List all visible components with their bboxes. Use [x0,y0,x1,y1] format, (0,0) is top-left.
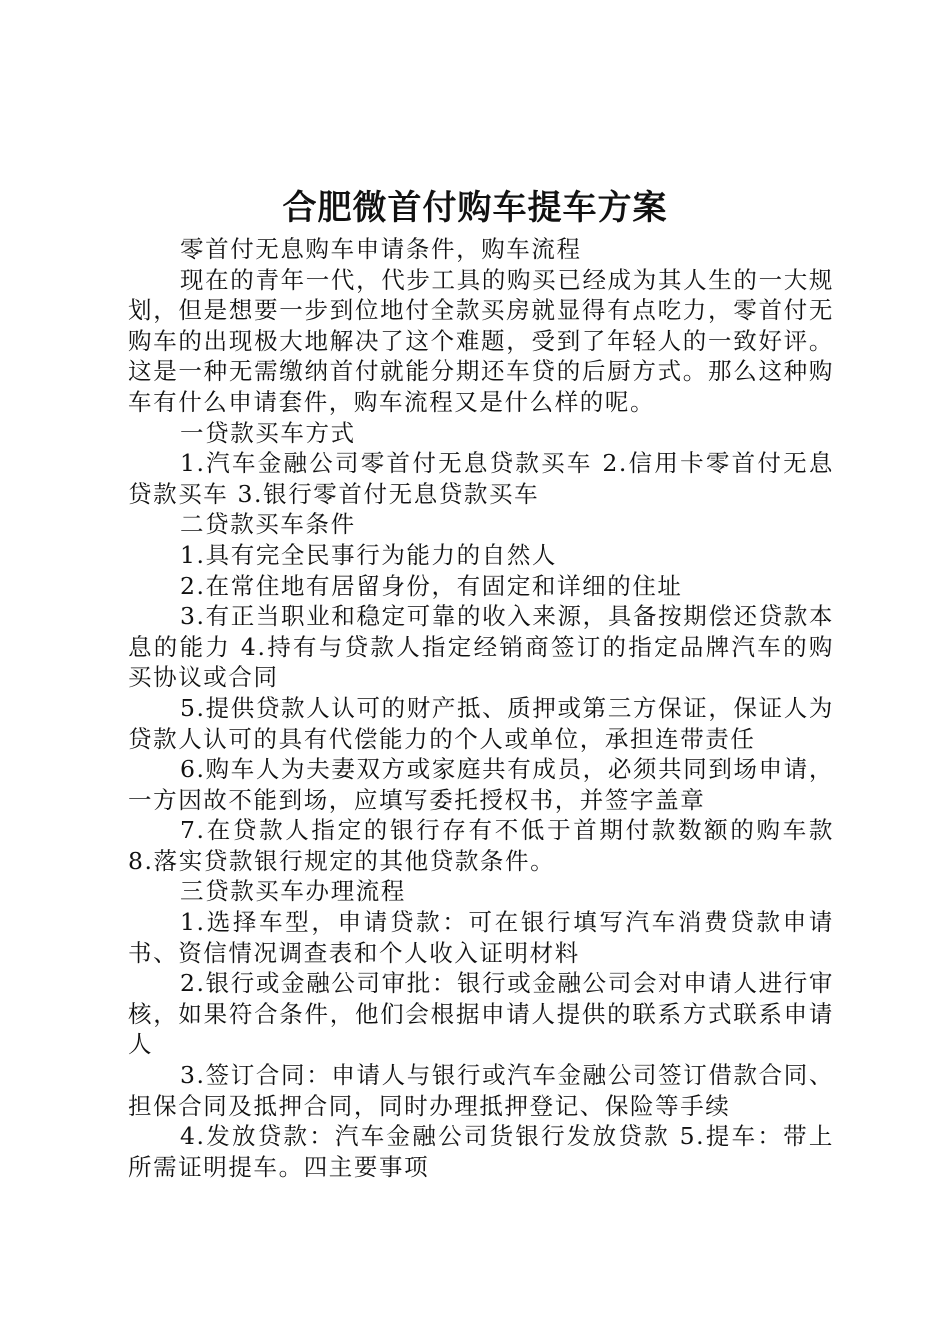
condition-item-3-4: 3.有正当职业和稳定可靠的收入来源，具备按期偿还贷款本息的能力 4.持有与贷款人指定经销商签订的指定品牌汽车的购买协议或合同 [128,602,834,692]
process-step-2: 2.银行或金融公司审批：银行或金融公司会对申请人进行审核，如果符合条件，他们会根据申请人提供的联系方式联系申请人 [128,969,834,1059]
condition-item-6: 6.购车人为夫妻双方或家庭共有成员，必须共同到场申请，一方因故不能到场，应填写委托授权书，并签字盖章 [128,755,834,814]
section-heading-loan-conditions: 二贷款买车条件 [180,510,356,539]
condition-item-1: 1.具有完全民事行为能力的自然人 [180,540,558,569]
paragraph-intro: 现在的青年一代，代步工具的购买已经成为其人生的一大规划，但是想要一步到位地付全款买房就显得有点吃力，零首付无购车的出现极大地解决了这个难题，受到了年轻人的一致好评。这是一种无需缴纳首付就能分期还车贷的后厨方式。那么这种购车有什么申请套件，购车流程又是什么样的呢。 [128,265,834,416]
section-heading-process: 三贷款买车办理流程 [180,877,406,906]
process-step-3: 3.签订合同：申请人与银行或汽车金融公司签订借款合同、担保合同及抵押合同，同时办理抵押登记、保险等手续 [128,1061,834,1120]
condition-item-2: 2.在常住地有居留身份，有固定和详细的住址 [180,571,683,600]
paragraph-subtitle: 零首付无息购车申请条件，购车流程 [180,235,582,263]
paragraph-loan-methods: 1.汽车金融公司零首付无息贷款买车 2.信用卡零首付无息贷款买车 3.银行零首付无息贷款买车 [128,449,834,508]
condition-item-7-8: 7.在贷款人指定的银行存有不低于首期付款数额的购车款 8.落实贷款银行规定的其他贷款条件。 [128,816,834,875]
document-body [128,234,834,1182]
section-heading-loan-methods: 一贷款买车方式 [180,418,356,447]
process-step-1: 1.选择车型，申请贷款：可在银行填写汽车消费贷款申请书、资信情况调查表和个人收入证明材料 [128,908,834,967]
document-title: 合肥微首付购车提车方案 [282,188,668,228]
process-step-4-5: 4.发放贷款：汽车金融公司货银行发放贷款 5.提车：带上所需证明提车。四主要事项 [128,1122,834,1181]
condition-item-5: 5.提供贷款人认可的财产抵、质押或第三方保证，保证人为贷款人认可的具有代偿能力的个人或单位，承担连带责任 [128,693,834,753]
